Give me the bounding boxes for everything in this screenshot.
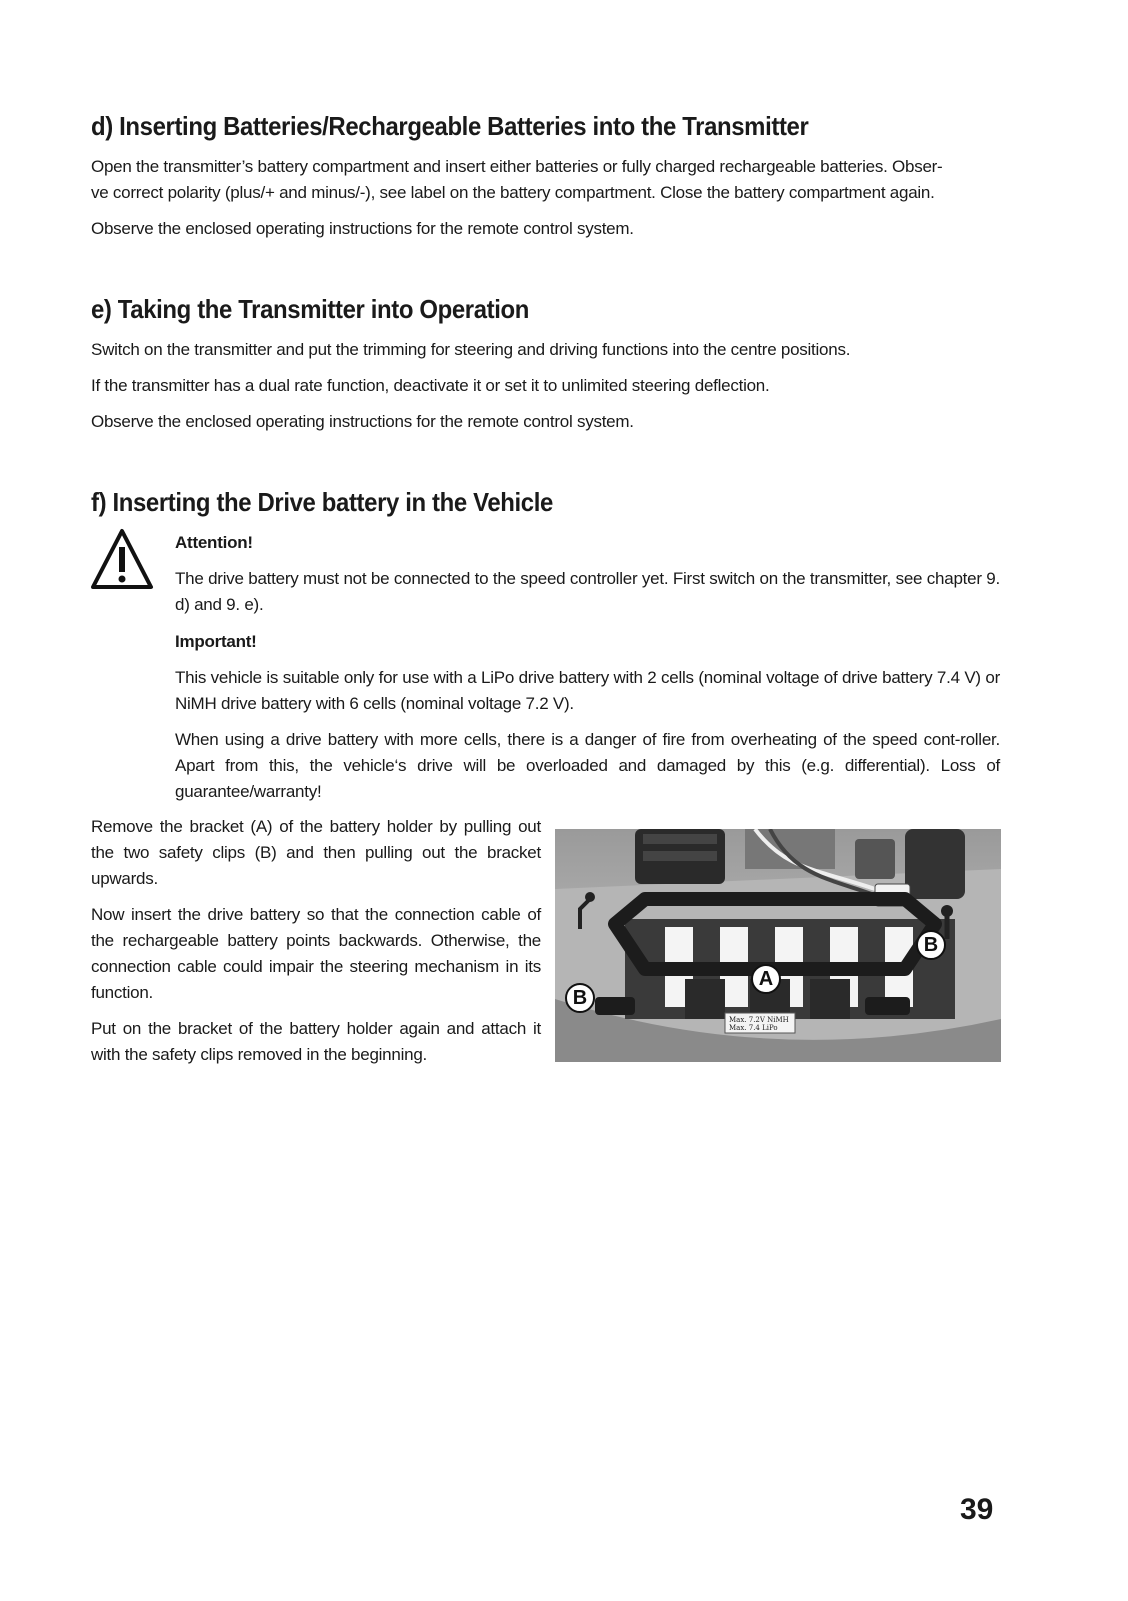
important-label: Important! [175, 632, 257, 651]
section-e-paragraph-2: If the transmitter has a dual rate function, deactivate it or set it to unlimited steering deflection. [91, 376, 770, 395]
section-e-paragraph-1: Switch on the transmitter and put the trimming for steering and driving functions into the centre positions. [91, 340, 851, 359]
sticker-line-1: Max. 7.2V NiMH [729, 1016, 789, 1024]
page-number: 39 [960, 1493, 994, 1526]
important-text-2: When using a drive battery with more cells, there is a danger of fire from overheating of the speed cont-roller. Apart from this, the vehicle‘s drive will be overloaded and damaged by this (e.g. differential). Loss of guarantee/warranty! [175, 730, 1000, 801]
step-remove-bracket: Remove the bracket (A) of the battery holder by pulling out the two safety clips (B) and then pulling out the bracket upwards. [91, 817, 541, 888]
label-a: A [751, 964, 781, 994]
label-b-right: B [916, 930, 946, 960]
step-attach-bracket: Put on the bracket of the battery holder again and attach it with the safety clips removed in the beginning. [91, 1019, 541, 1064]
step-insert-battery: Now insert the drive battery so that the connection cable of the rechargeable battery points backwards. Otherwise, the connection cable could impair the steering mechanism in its function. [91, 905, 541, 1002]
label-b-left: B [565, 983, 595, 1013]
section-d-heading: d) Inserting Batteries/Rechargeable Batteries into the Transmitter [91, 111, 809, 141]
attention-label: Attention! [175, 533, 253, 552]
section-d-paragraph [91, 154, 1011, 206]
section-f-heading: f) Inserting the Drive battery in the Vehicle [91, 487, 553, 517]
important-text-1: This vehicle is suitable only for use with a LiPo drive battery with 2 cells (nominal voltage of drive battery 7.4 V) or NiMH drive battery with 6 cells (nominal voltage 7.2 V). [175, 668, 1000, 713]
section-d-note: Observe the enclosed operating instructions for the remote control system. [91, 219, 634, 238]
section-e-heading: e) Taking the Transmitter into Operation [91, 294, 530, 324]
section-d-line-2: ve correct polarity (plus/+ and minus/-), see label on the battery compartment. Close the battery compartment again. [91, 183, 935, 202]
attention-text: The drive battery must not be connected to the speed controller yet. First switch on the transmitter, see chapter 9. d) and 9. e). [175, 569, 1000, 614]
warning-triangle-icon [89, 527, 155, 597]
sticker-line-2: Max. 7.4 LiPo [729, 1024, 778, 1032]
section-d-line-1: Open the transmitter’s battery compartment and insert either batteries or fully charged rechargeable batteries. Obser- [91, 157, 943, 176]
section-e-paragraph-3: Observe the enclosed operating instructions for the remote control system. [91, 412, 634, 431]
battery-holder-photo [555, 829, 1001, 1062]
